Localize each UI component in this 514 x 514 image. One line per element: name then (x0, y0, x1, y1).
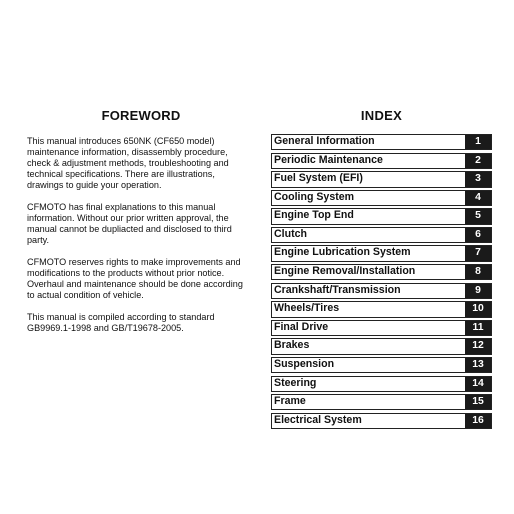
index-entry-label: Clutch (274, 227, 307, 240)
index-entry-brakes[interactable] (271, 338, 492, 354)
index-entry-label: Periodic Maintenance (274, 153, 383, 166)
index-entry-frame[interactable] (271, 394, 492, 410)
index-entry-label: Final Drive (274, 320, 329, 333)
index-entry-label: Electrical System (274, 413, 362, 426)
index-entry-label: Steering (274, 376, 317, 389)
index-entry-label: Wheels/Tires (274, 302, 340, 315)
index-entry-number-tab: 14 (465, 377, 491, 391)
index-entry-periodic-maintenance[interactable] (271, 153, 492, 169)
index-entry-number-tab: 7 (465, 246, 491, 260)
index-entry-crankshaft-transmission[interactable] (271, 283, 492, 299)
index-entry-label: Engine Lubrication System (274, 246, 411, 259)
index-entry-cooling-system[interactable] (271, 190, 492, 206)
index-list (271, 134, 492, 429)
index-section (271, 108, 492, 431)
index-entry-label: General Information (274, 135, 375, 147)
index-entry-number-tab: 6 (465, 228, 491, 242)
index-entry-number-tab: 16 (465, 414, 491, 428)
index-entry-clutch[interactable] (271, 227, 492, 243)
index-entry-label: Frame (274, 395, 306, 408)
index-entry-label: Fuel System (EFI) (274, 172, 363, 185)
index-entry-number-tab: 8 (465, 265, 491, 279)
index-entry-number-tab: 15 (465, 395, 491, 409)
index-entry-label: Engine Top End (274, 209, 354, 222)
index-entry-engine-top-end[interactable] (271, 208, 492, 224)
index-entry-number-tab: 4 (465, 191, 491, 205)
index-entry-final-drive[interactable] (271, 320, 492, 336)
index-entry-label: Suspension (274, 357, 335, 370)
index-entry-general-information[interactable] (271, 134, 492, 150)
index-entry-number-tab: 5 (465, 209, 491, 223)
index-entry-label: Brakes (274, 339, 310, 352)
index-entry-label: Cooling System (274, 190, 355, 203)
index-entry-number-tab: 2 (465, 154, 491, 168)
index-entry-label: Engine Removal/Installation (274, 265, 416, 278)
index-entry-engine-lubrication-system[interactable] (271, 245, 492, 261)
index-title: INDEX (360, 108, 403, 123)
index-entry-fuel-system[interactable] (271, 171, 492, 187)
foreword-section (27, 108, 251, 345)
index-entry-number-tab: 11 (465, 321, 491, 335)
index-entry-number-tab: 13 (465, 358, 491, 372)
index-entry-engine-removal-installation[interactable] (271, 264, 492, 280)
index-entry-number-tab: 12 (465, 339, 491, 353)
index-entry-electrical-system[interactable] (271, 413, 492, 429)
foreword-title: FOREWORD (101, 108, 181, 123)
index-entry-number-tab: 10 (465, 302, 491, 316)
foreword-paragraph-1: This manual introduces 650NK (CF650 model) maintenance information, disassembly procedure, check & adjustment methods, troubleshooting and technical specifications. There are illustrations, drawings to guide your operation. (27, 136, 229, 190)
index-entry-steering[interactable] (271, 376, 492, 392)
index-entry-number-tab: 1 (465, 135, 491, 149)
foreword-paragraph-4: This manual is compiled according to standard GB9969.1-1998 and GB/T19678-2005. (27, 312, 215, 333)
index-entry-wheels-tires[interactable] (271, 301, 492, 317)
foreword-paragraph-3: CFMOTO reserves rights to make improvements and modifications to the products without prior notice. Overhaul and maintenance should be done according to actual condition of vehicle. (27, 257, 243, 300)
index-entry-number-tab: 3 (465, 172, 491, 186)
index-entry-number-tab: 9 (465, 284, 491, 298)
foreword-paragraph-2: CFMOTO has final explanations to this manual information. Without our prior written approval, the manual cannot be dupliacted and disclosed to third party. (27, 202, 232, 245)
index-entry-suspension[interactable] (271, 357, 492, 373)
index-entry-label: Crankshaft/Transmission (274, 283, 401, 296)
